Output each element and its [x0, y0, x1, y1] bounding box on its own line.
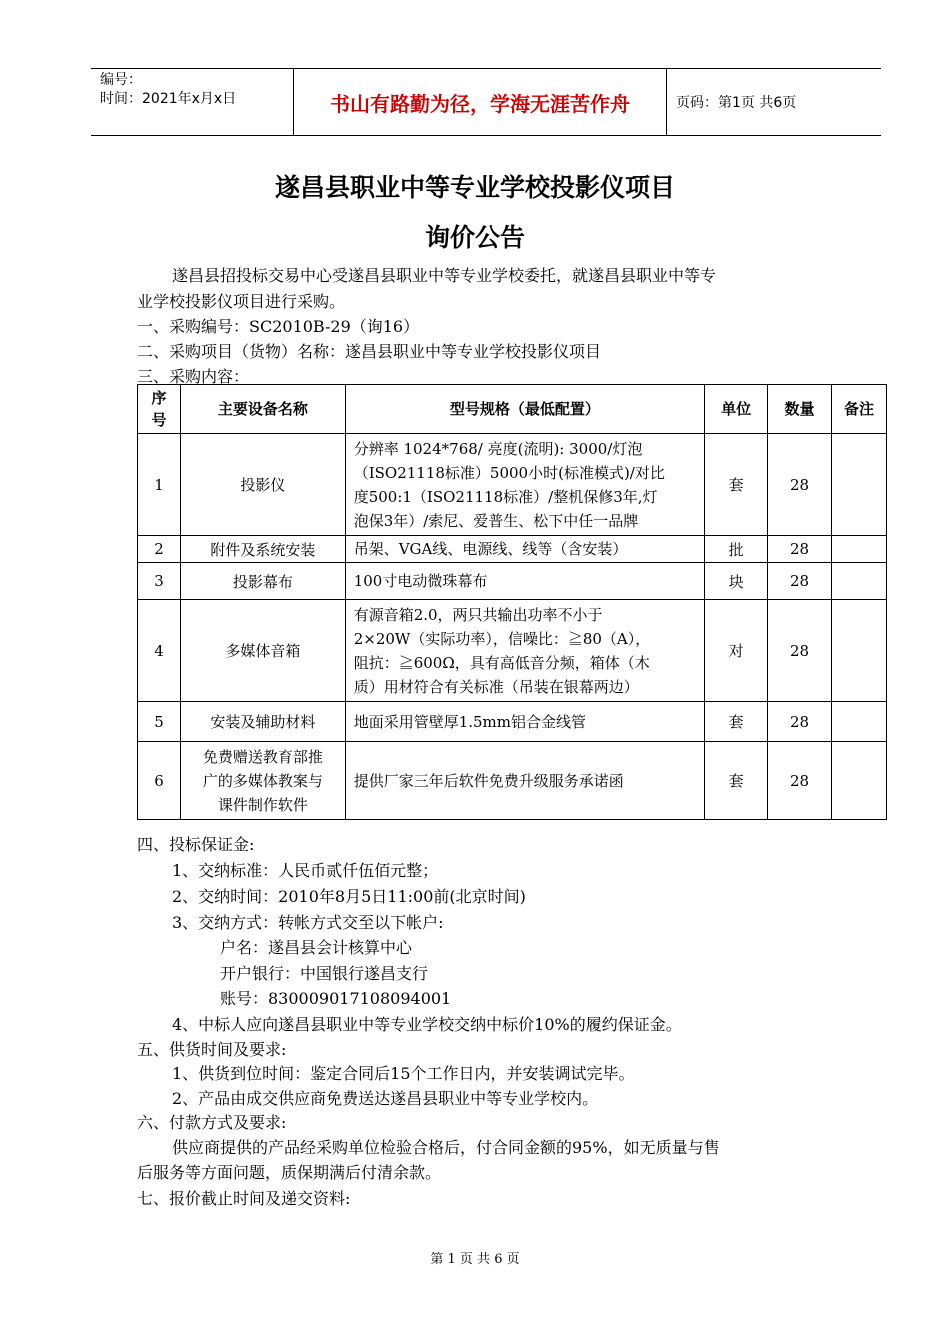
section-4-item-4: 4、中标人应向遂昌县职业中等专业学校交纳中标价10%的履约保证金。: [172, 1015, 682, 1034]
section-4-item-1: 1、交纳标准：人民币贰仟伍佰元整；: [172, 861, 439, 880]
time-label: 时间：2021年x月x日: [100, 91, 237, 107]
row-name: [180, 742, 345, 820]
procurement-table: [137, 384, 887, 820]
row-no: 3: [138, 563, 181, 600]
header-meta: [91, 69, 293, 135]
spec-line: 质）用材符合有关标准（吊装在银幕两边）: [353, 677, 639, 696]
section-5-title: 五、供货时间及要求:: [137, 1040, 287, 1059]
table-row: [138, 434, 887, 536]
section-6-line-2: 后服务等方面问题，质保期满后付清余款。: [137, 1163, 442, 1182]
section-6-line-1: 供应商提供的产品经采购单位检验合格后，付合同金额的95%，如无质量与售: [172, 1138, 720, 1157]
intro-line-2: 业学校投影仪项目进行采购。: [137, 292, 346, 311]
page-header: [91, 68, 881, 136]
spec-line: 2×20W（实际功率），信噪比：≧80（A），: [353, 629, 651, 648]
code-label: 编号：: [100, 72, 142, 88]
col-header-no: 序号: [138, 385, 181, 434]
bank-name: 开户银行：中国银行遂昌支行: [220, 964, 429, 983]
row-spec: [345, 434, 704, 536]
row-spec: [345, 536, 704, 563]
name-line: 免费赠送教育部推: [202, 747, 323, 766]
spec-line: 分辨率 1024*768/ 亮度(流明): 3000/灯泡: [353, 439, 643, 458]
document-subtitle: 询价公告: [424, 223, 525, 252]
section-4-title: 四、投标保证金:: [137, 835, 255, 854]
col-header-note: 备注: [832, 385, 887, 434]
intro-line-1: 遂昌县招投标交易中心受遂昌县职业中等专业学校委托，就遂昌县职业中等专: [172, 266, 717, 285]
spec-line: （ISO21118标准）5000小时(标准模式)/对比: [353, 463, 665, 482]
row-unit: 对: [705, 600, 768, 702]
spec-line: 度500:1（ISO21118标准）/整机保修3年,灯: [353, 487, 658, 506]
row-qty: 28: [768, 563, 832, 600]
row-qty: 28: [768, 600, 832, 702]
section-1: 一、采购编号：SC2010B-29（询16）: [137, 317, 420, 336]
spec-line: 有源音箱2.0，两只共输出功率不小于: [353, 605, 603, 624]
row-name: 投影幕布: [180, 563, 345, 600]
section-4-item-3: 3、交纳方式：转帐方式交至以下帐户:: [172, 913, 444, 932]
header-page-number: 页码：第1页 共6页: [676, 95, 797, 111]
row-spec: [345, 600, 704, 702]
table-row: [138, 536, 887, 563]
row-note: [832, 536, 887, 563]
spec-line: 吊架、VGA线、电源线、线等（含安装）: [353, 540, 628, 558]
account-name: 户名：遂昌县会计核算中心: [220, 938, 413, 957]
table-row: [138, 702, 887, 742]
col-header-spec: 型号规格（最低配置）: [345, 385, 704, 434]
row-unit: 块: [705, 563, 768, 600]
row-note: [832, 434, 887, 536]
document-title: 遂昌县职业中等专业学校投影仪项目: [274, 173, 675, 202]
row-no: 1: [138, 434, 181, 536]
section-3: 三、采购内容：: [137, 367, 250, 386]
col-header-qty: 数量: [768, 385, 832, 434]
spec-line: 地面采用管壁厚1.5mm铝合金线管: [353, 712, 587, 731]
col-header-unit: 单位: [705, 385, 768, 434]
row-name: 安装及辅助材料: [180, 702, 345, 742]
table-row: [138, 600, 887, 702]
row-name: 多媒体音箱: [180, 600, 345, 702]
spec-line: 100寸电动微珠幕布: [353, 572, 488, 590]
col-header-name: 主要设备名称: [180, 385, 345, 434]
row-note: [832, 702, 887, 742]
row-qty: 28: [768, 434, 832, 536]
header-motto: 书山有路勤为径，学海无涯苦作舟: [330, 91, 630, 116]
row-spec: [345, 742, 704, 820]
row-spec: [345, 563, 704, 600]
table-row: [138, 742, 887, 820]
row-no: 6: [138, 742, 181, 820]
row-no: 2: [138, 536, 181, 563]
section-4-item-2: 2、交纳时间：2010年8月5日11:00前(北京时间): [172, 887, 526, 906]
section-5-item-1: 1、供货到位时间：鉴定合同后15个工作日内，并安装调试完毕。: [172, 1064, 635, 1083]
spec-line: 提供厂家三年后软件免费升级服务承诺函: [353, 771, 624, 790]
row-name: 投影仪: [180, 434, 345, 536]
row-unit: 批: [705, 536, 768, 563]
row-note: [832, 563, 887, 600]
name-line: 课件制作软件: [217, 795, 308, 814]
section-7-title: 七、报价截止时间及递交资料:: [137, 1189, 351, 1208]
row-no: 5: [138, 702, 181, 742]
row-name: 附件及系统安装: [180, 536, 345, 563]
page-footer: 第 1 页 共 6 页: [430, 1252, 520, 1267]
table-row: [138, 563, 887, 600]
row-note: [832, 742, 887, 820]
row-unit: 套: [705, 742, 768, 820]
spec-line: 阻抗：≧600Ω，具有高低音分频，箱体（木: [353, 653, 650, 672]
section-5-item-2: 2、产品由成交供应商免费送达遂昌县职业中等专业学校内。: [172, 1089, 599, 1108]
row-spec: [345, 702, 704, 742]
row-qty: 28: [768, 742, 832, 820]
table-header-row: [138, 385, 887, 434]
row-note: [832, 600, 887, 702]
row-qty: 28: [768, 702, 832, 742]
name-line: 广的多媒体教案与: [202, 771, 323, 790]
row-unit: 套: [705, 702, 768, 742]
section-2: 二、采购项目（货物）名称：遂昌县职业中等专业学校投影仪项目: [137, 342, 602, 361]
row-qty: 28: [768, 536, 832, 563]
section-6-title: 六、付款方式及要求:: [137, 1113, 287, 1132]
row-no: 4: [138, 600, 181, 702]
account-number: 账号：830009017108094001: [220, 989, 452, 1008]
row-unit: 套: [705, 434, 768, 536]
spec-line: 泡保3年）/索尼、爱普生、松下中任一品牌: [353, 511, 639, 530]
